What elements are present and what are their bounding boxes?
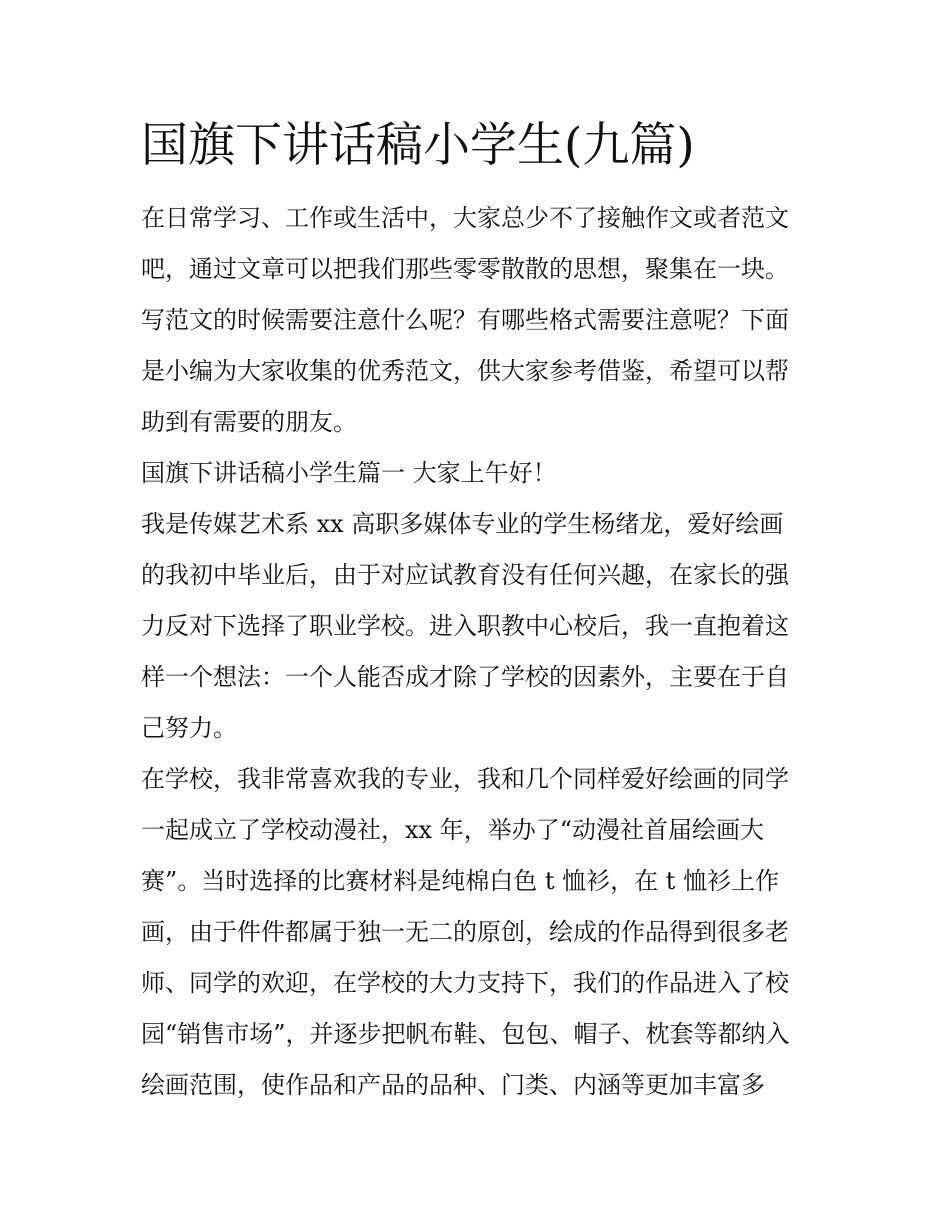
- text-line: 助到有需要的朋友。: [141, 408, 357, 436]
- text-line: 己努力。: [141, 714, 237, 742]
- text-line: 一起成立了学校动漫社，xx 年，举办了“动漫社首届绘画大: [141, 816, 764, 844]
- paragraph-section-heading: [141, 448, 813, 499]
- text-line: 在日常学习、工作或生活中，大家总少不了接触作文或者范文: [141, 204, 789, 232]
- text-line: 是小编为大家收集的优秀范文，供大家参考借鉴，希望可以帮: [141, 357, 789, 385]
- document-title: 国旗下讲话稿小学生(九篇): [141, 118, 695, 173]
- document-body: [141, 112, 813, 1111]
- text-line: 写范文的时候需要注意什么呢？有哪些格式需要注意呢？下面: [141, 306, 789, 334]
- paragraph-intro: [141, 193, 813, 448]
- text-line: 师、同学的欢迎，在学校的大力支持下，我们的作品进入了校: [141, 969, 789, 997]
- text-line: 园“销售市场”，并逐步把帆布鞋、包包、帽子、枕套等都纳入: [141, 1020, 790, 1048]
- text-line: 画，由于件件都属于独一无二的原创，绘成的作品得到很多老: [141, 918, 789, 946]
- text-line: 赛”。当时选择的比赛材料是纯棉白色 t 恤衫，在 t 恤衫上作: [141, 867, 780, 895]
- text-line: 我是传媒艺术系 xx 高职多媒体专业的学生杨绪龙，爱好绘画: [141, 510, 784, 538]
- paragraph-school-activities: [141, 754, 813, 1111]
- text-line: 力反对下选择了职业学校。进入职教中心校后，我一直抱着这: [141, 612, 789, 640]
- text-line: 在学校，我非常喜欢我的专业，我和几个同样爱好绘画的同学: [141, 765, 789, 793]
- text-line: 吧，通过文章可以把我们那些零零散散的思想，聚集在一块。: [141, 255, 789, 283]
- text-line: 样一个想法：一个人能否成才除了学校的因素外，主要在于自: [141, 663, 789, 691]
- paragraph-self-introduction: [141, 499, 813, 754]
- text-line: 绘画范围，使作品和产品的品种、门类、内涵等更加丰富多: [141, 1071, 765, 1099]
- text-line: 国旗下讲话稿小学生篇一 大家上午好！: [141, 459, 557, 487]
- text-line: 的我初中毕业后，由于对应试教育没有任何兴趣，在家长的强: [141, 561, 789, 589]
